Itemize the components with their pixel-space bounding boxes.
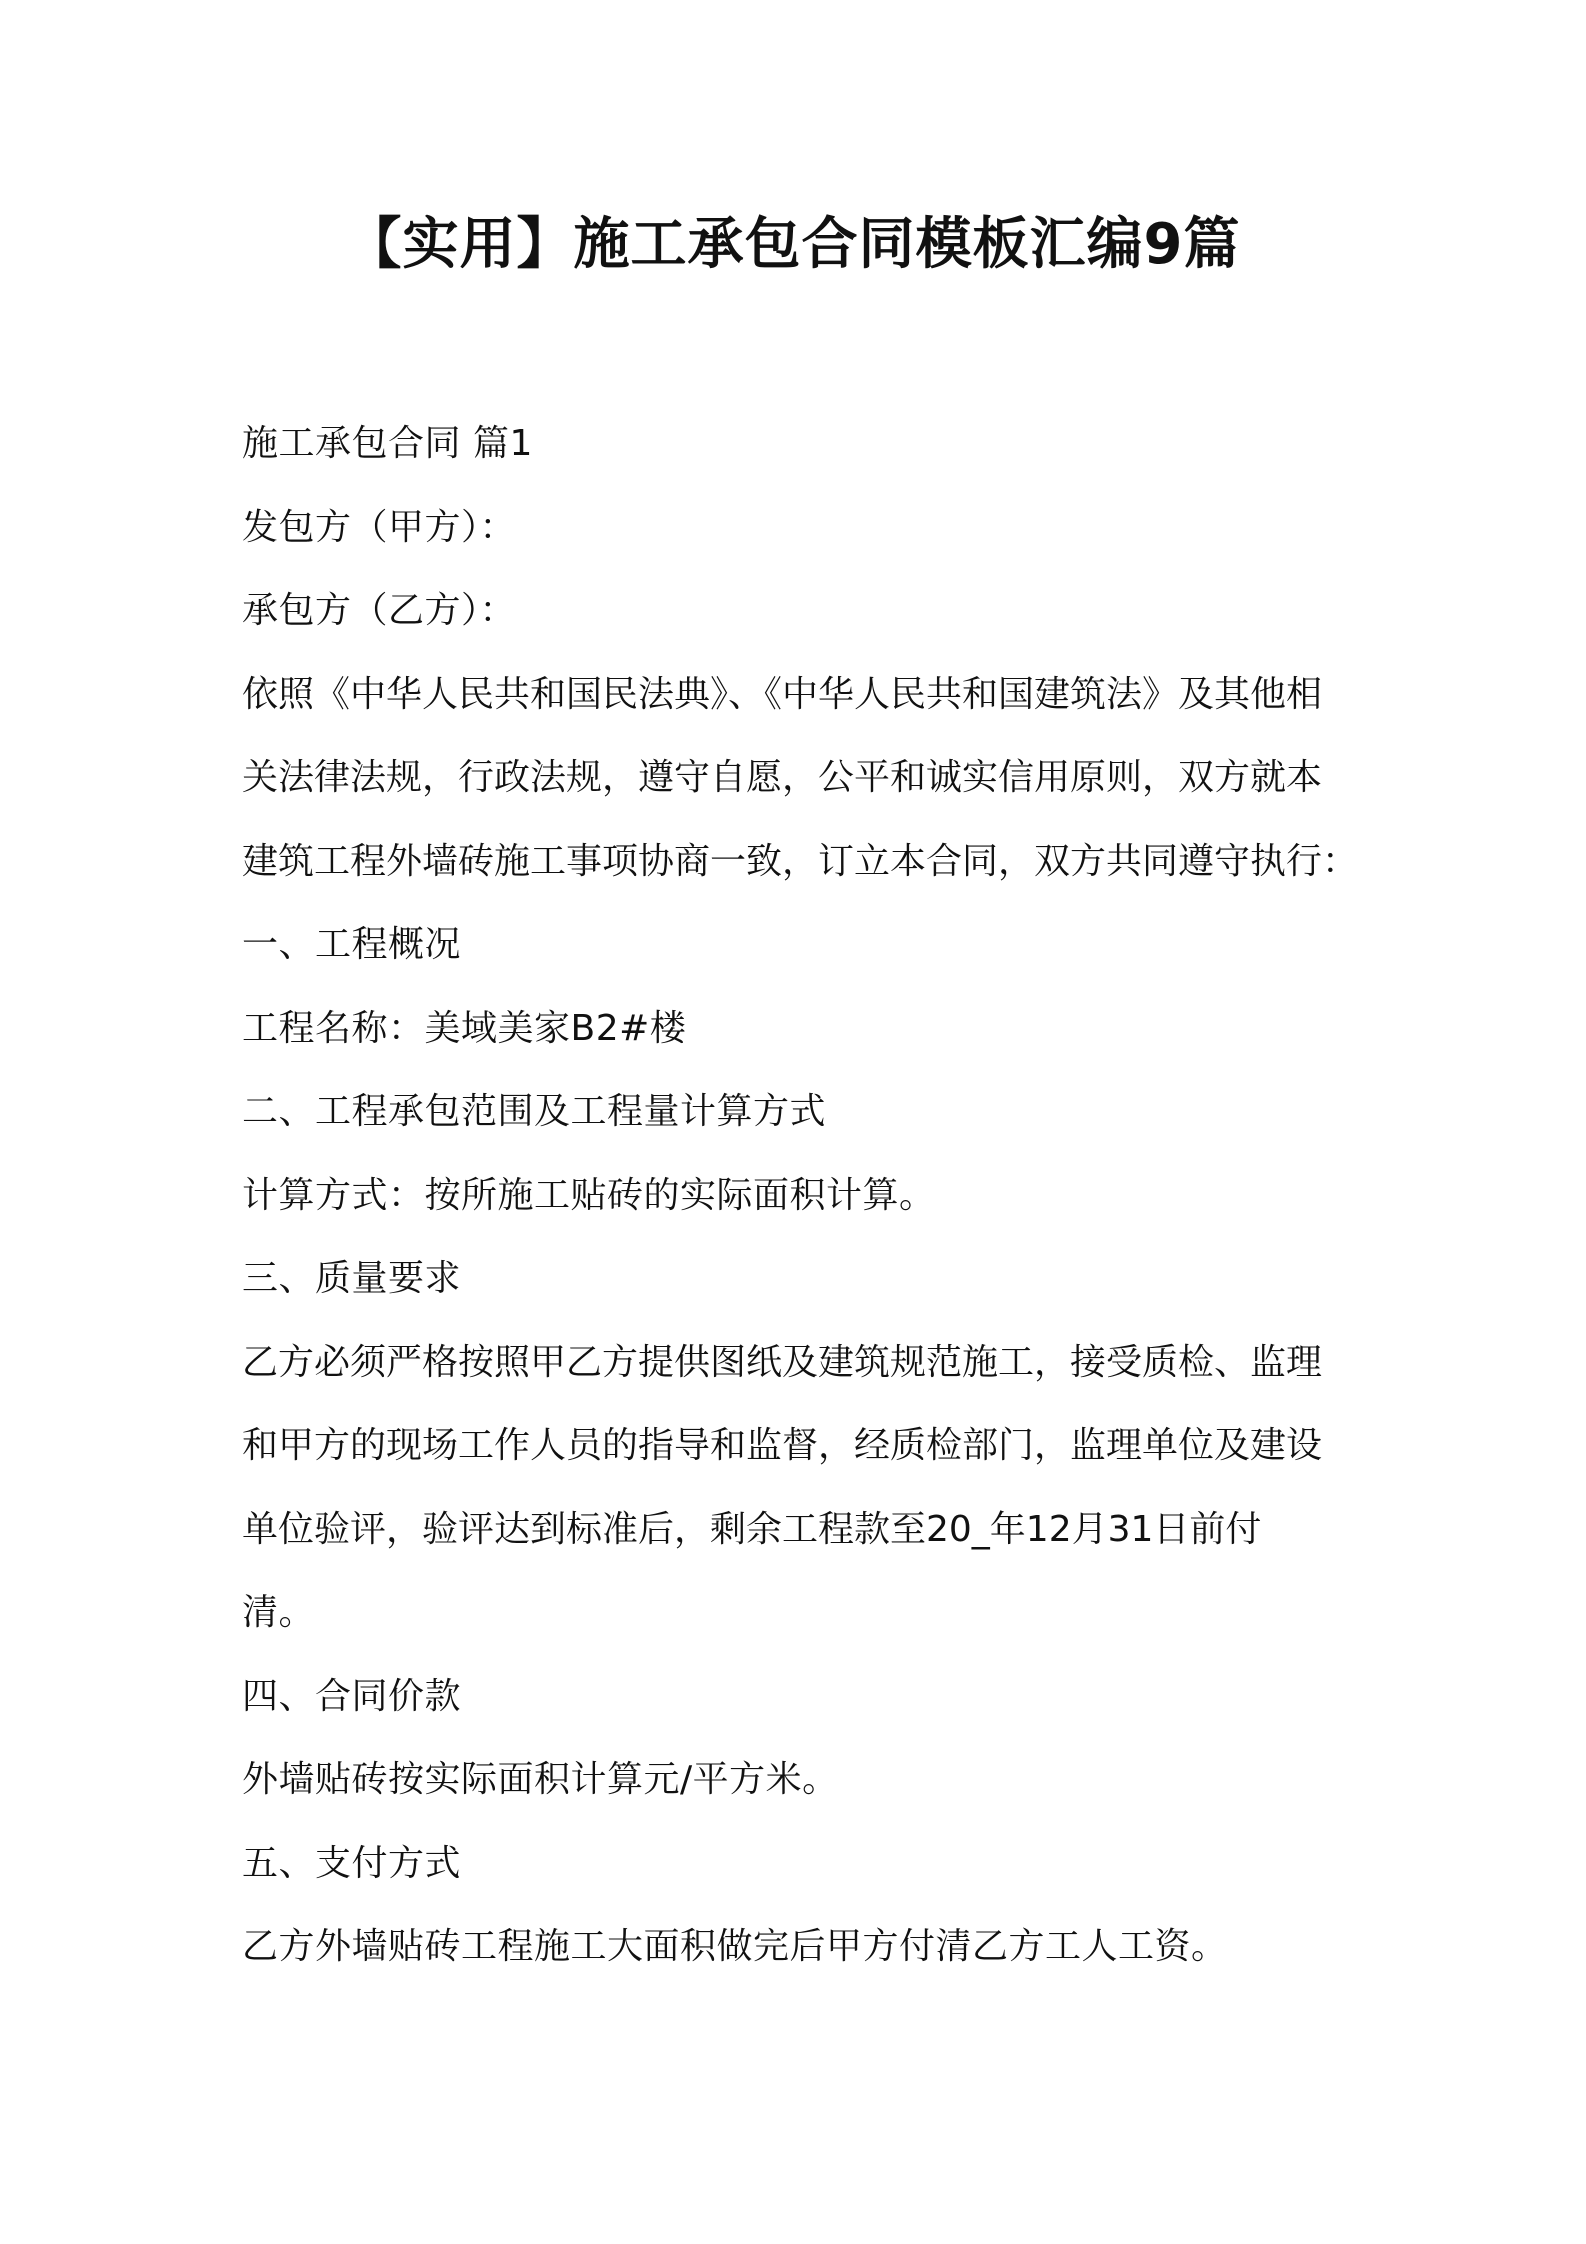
section-heading: 施工承包合同 篇1: [242, 423, 533, 464]
paragraph-line: 清。: [242, 1592, 316, 1633]
paragraph-line: 外墙贴砖按实际面积计算元/平方米。: [242, 1759, 839, 1800]
clause-heading: 五、支付方式: [242, 1842, 462, 1884]
document-title: 【实用】施工承包合同模板汇编9篇: [345, 212, 1241, 277]
paragraph-line: 计算方式：按所施工贴砖的实际面积计算。: [242, 1174, 936, 1216]
document-body: [242, 402, 1362, 1989]
clause-heading: 二、工程承包范围及工程量计算方式: [242, 1091, 827, 1132]
paragraph-line: 工程名称：美域美家B2#楼: [242, 1007, 687, 1049]
clause-heading: 四、合同价款: [242, 1675, 462, 1717]
paragraph-line: 关法律法规，行政法规，遵守自愿，公平和诚实信用原则，双方就本: [242, 757, 1323, 798]
paragraph-line: 乙方外墙贴砖工程施工大面积做完后甲方付清乙方工人工资。: [242, 1926, 1228, 1967]
paragraph-line: 和甲方的现场工作人员的指导和监督，经质检部门，监理单位及建设: [242, 1425, 1323, 1466]
party-b-line: 承包方（乙方）：: [242, 590, 517, 631]
paragraph-line: 单位验评，验评达到标准后，剩余工程款至20_年12月31日前付: [242, 1508, 1262, 1550]
party-a-line: 发包方（甲方）：: [242, 506, 517, 548]
paragraph-line: 乙方必须严格按照甲乙方提供图纸及建筑规范施工，接受质检、监理: [242, 1341, 1323, 1383]
clause-heading: 三、质量要求: [242, 1258, 462, 1299]
clause-heading: 一、工程概况: [242, 924, 462, 965]
paragraph-line: 建筑工程外墙砖施工事项协商一致，订立本合同，双方共同遵守执行：: [242, 840, 1359, 882]
paragraph-line: 依照《中华人民共和国民法典》、《中华人民共和国建筑法》及其他相: [242, 673, 1323, 715]
